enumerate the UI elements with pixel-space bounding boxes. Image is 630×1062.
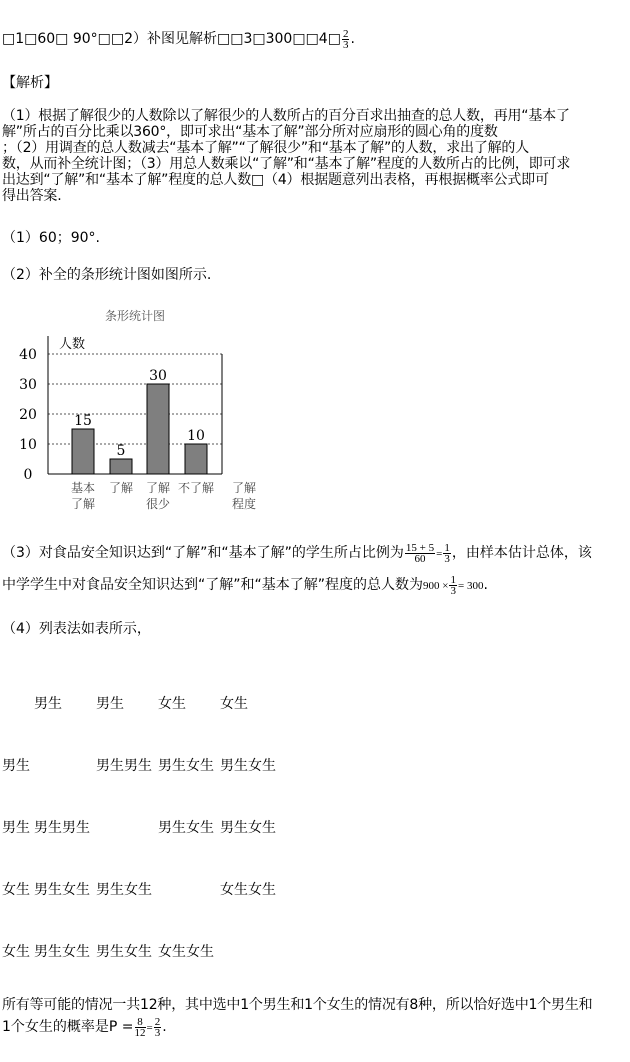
answer-line: □1□60□ 90°□□2）补图见解析□□3□300□□4□ $\frac{2}{3}$ . xyxy=(2,27,355,51)
bar-value-label: 30 xyxy=(149,368,167,384)
x-category-label: 很少 xyxy=(145,497,171,511)
part1-answer: （1）60；90°. xyxy=(2,230,100,246)
y-axis-label: 人数 xyxy=(58,337,86,352)
y-tick-labels xyxy=(19,347,37,483)
bar-value-label: 15 xyxy=(74,413,92,429)
analysis-line: （1）根据了解很少的人数除以了解很少的人数所占的百分百求出抽查的总人数，再用“基本了 xyxy=(2,108,570,124)
table-row-head: 女生 xyxy=(2,944,30,960)
table-row-head: 男生 xyxy=(2,758,30,774)
table-cell: 男生女生 xyxy=(34,944,90,960)
table-header-cell: 女生 xyxy=(220,696,248,712)
x-category-label: 了解 xyxy=(108,481,134,495)
table-cell: 女生女生 xyxy=(158,944,214,960)
x-category-labels xyxy=(71,480,214,511)
table-cell: 男生女生 xyxy=(220,820,276,836)
y-tick-label: 20 xyxy=(19,407,37,423)
analysis-line: 出达到“了解”和“基本了解”程度的总人数□（4）根据题意列出表格，再根据概率公式即可 xyxy=(2,172,549,188)
y-tick-label: 30 xyxy=(19,377,37,393)
y-tick-label: 0 xyxy=(23,467,33,483)
table-row-head: 男生 xyxy=(2,820,30,836)
analysis-line: ；（2）用调查的总人数减去“基本了解”“了解很少”和“基本了解”的人数，求出了解的人 xyxy=(2,140,530,156)
part4-text: （4）列表法如表所示， xyxy=(2,621,151,637)
bar xyxy=(110,459,132,474)
part3-line2: 中学学生中对食品安全知识达到“了解”和“基本了解”程度的总人数为900 × $\frac{1}{3}$ = 300. xyxy=(2,573,488,597)
x-axis-label-line: 程度 xyxy=(231,497,257,511)
table-header-cell: 女生 xyxy=(158,696,186,712)
x-category-label: 了解 xyxy=(145,481,171,495)
x-category-label: 基本 xyxy=(70,481,96,495)
table-cell: 男生女生 xyxy=(96,944,152,960)
ratio-result-fraction: $\frac{1}{3}$ xyxy=(444,541,450,565)
y-tick-label: 40 xyxy=(19,347,37,363)
table-cell: 男生女生 xyxy=(220,758,276,774)
x-category-label: 不了解 xyxy=(177,481,215,495)
answer-fraction: $\frac{2}{3}$ xyxy=(342,27,349,51)
analysis-line: 解”所占的百分比乘以360°，即可求出“基本了解”部分所对应扇形的圆心角的度数 xyxy=(2,124,498,140)
table-cell: 男生女生 xyxy=(158,758,214,774)
x-axis-label xyxy=(232,481,256,511)
bar-value-label: 5 xyxy=(116,443,126,459)
table-row-head: 女生 xyxy=(2,882,30,898)
analysis-line: 得出答案. xyxy=(2,188,62,204)
analysis-paragraph xyxy=(2,108,626,204)
table-cell: 男生女生 xyxy=(96,882,152,898)
part2-text: （2）补全的条形统计图如图所示. xyxy=(2,267,212,283)
analysis-heading: 【解析】 xyxy=(2,75,58,91)
table-cell: 男生男生 xyxy=(34,820,90,836)
calc-fraction: $\frac{1}{3}$ xyxy=(450,573,456,597)
bar xyxy=(72,429,94,474)
conclusion-line2: 1个女生的概率是P = $\frac{8}{12}$ = $\frac{2}{3}$ . xyxy=(2,1015,167,1039)
bar-chart xyxy=(0,300,280,520)
x-category-label: 了解 xyxy=(70,497,96,511)
bar xyxy=(185,444,207,474)
ratio-fraction: $\frac{15 + 5}{60}$ xyxy=(405,541,435,565)
table-cell: 男生女生 xyxy=(34,882,90,898)
y-tick-label: 10 xyxy=(19,437,37,453)
table-cell: 男生男生 xyxy=(96,758,152,774)
chart-title: 条形统计图 xyxy=(104,309,166,323)
bar-value-label: 10 xyxy=(187,428,205,444)
answer-prefix: □1□60□ 90°□□2）补图见解析□□3□300□□4□ xyxy=(2,31,341,47)
bar xyxy=(147,384,169,474)
probability-result-fraction: $\frac{2}{3}$ xyxy=(154,1015,161,1039)
table-cell: 男生女生 xyxy=(158,820,214,836)
table-cell: 女生女生 xyxy=(220,882,276,898)
table-header-cell: 男生 xyxy=(34,696,62,712)
x-axis-label-line: 了解 xyxy=(231,481,257,495)
table-header-cell: 男生 xyxy=(96,696,124,712)
part3-line1: （3）对食品安全知识达到“了解”和“基本了解”的学生所占比例为 $\frac{15 + 5}{60}$ = $\frac{1}{3}$ ，由样本估计总体，该 xyxy=(2,541,592,565)
conclusion-line1: 所有等可能的情况一共12种，其中选中1个男生和1个女生的情况有8种，所以恰好选中1个男生和 xyxy=(2,997,593,1013)
probability-fraction: $\frac{8}{12}$ xyxy=(134,1015,146,1039)
analysis-line: 数，从而补全统计图；（3）用总人数乘以“了解”和“基本了解”程度的人数所占的比例，即可求 xyxy=(2,156,571,172)
